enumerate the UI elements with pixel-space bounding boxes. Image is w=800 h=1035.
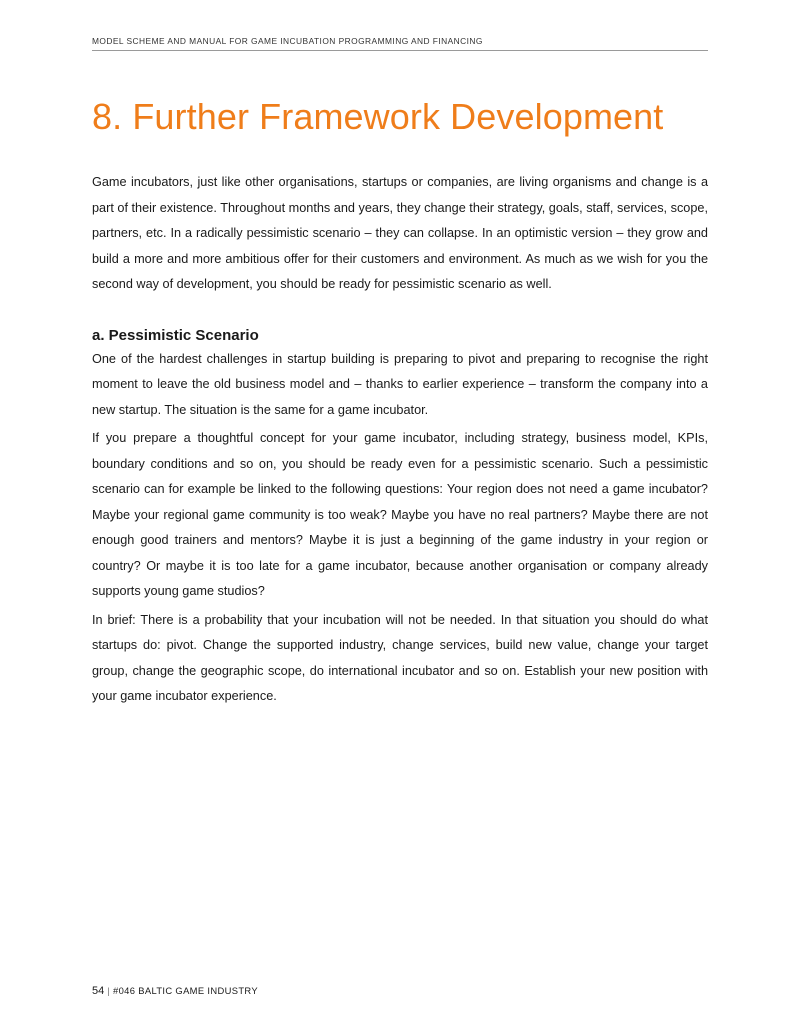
page-footer (92, 985, 258, 997)
body-paragraph: If you prepare a thoughtful concept for your game incubator, including strategy, business model, KPIs, boundary conditions and so on, you should be ready even for a pessimistic scenario. Such a pessimistic scenario can for example be linked to the following questions: Your region does not need a game incubator? Maybe your regional game community is too weak? Maybe you have no real partners? Maybe there are not enough good trainers and mentors? Maybe it is just a beginning of the game industry in your region or country? Or maybe it is too late for a game incubator, because another organisation or company already supports young game studios? (92, 431, 708, 598)
intro-paragraph: Game incubators, just like other organisations, startups or companies, are living organisms and change is a part of their existence. Throughout months and years, they change their strategy, goals, staff, services, scope, partners, etc. In a radically pessimistic scenario – they can collapse. In an optimistic version – they grow and build a more and more ambitious offer for their customers and environment. As much as we wish for you the second way of development, you should be ready for pessimistic scenario as well. (92, 175, 708, 291)
chapter-title: 8. Further Framework Development (92, 96, 664, 137)
running-header: MODEL SCHEME AND MANUAL FOR GAME INCUBATION PROGRAMMING AND FINANCING (92, 36, 708, 51)
page-content (92, 170, 708, 710)
footer-separator: | (107, 985, 111, 996)
section-heading-pessimistic-scenario: a. Pessimistic Scenario (92, 326, 259, 344)
body-paragraph: One of the hardest challenges in startup building is preparing to pivot and preparing to recognise the right moment to leave the old business model and – thanks to earlier experience – transform the company into a new startup. The situation is the same for a game incubator. (92, 351, 708, 417)
publication-label: #046 BALTIC GAME INDUSTRY (113, 985, 258, 996)
page-number: 54 (92, 985, 105, 997)
body-paragraph: In brief: There is a probability that your incubation will not be needed. In that situation you should do what startups do: pivot. Change the supported industry, change services, build new value, change your target group, change the geographic scope, do international incubator and so on. Establish your new position with your game incubator experience. (92, 612, 708, 703)
